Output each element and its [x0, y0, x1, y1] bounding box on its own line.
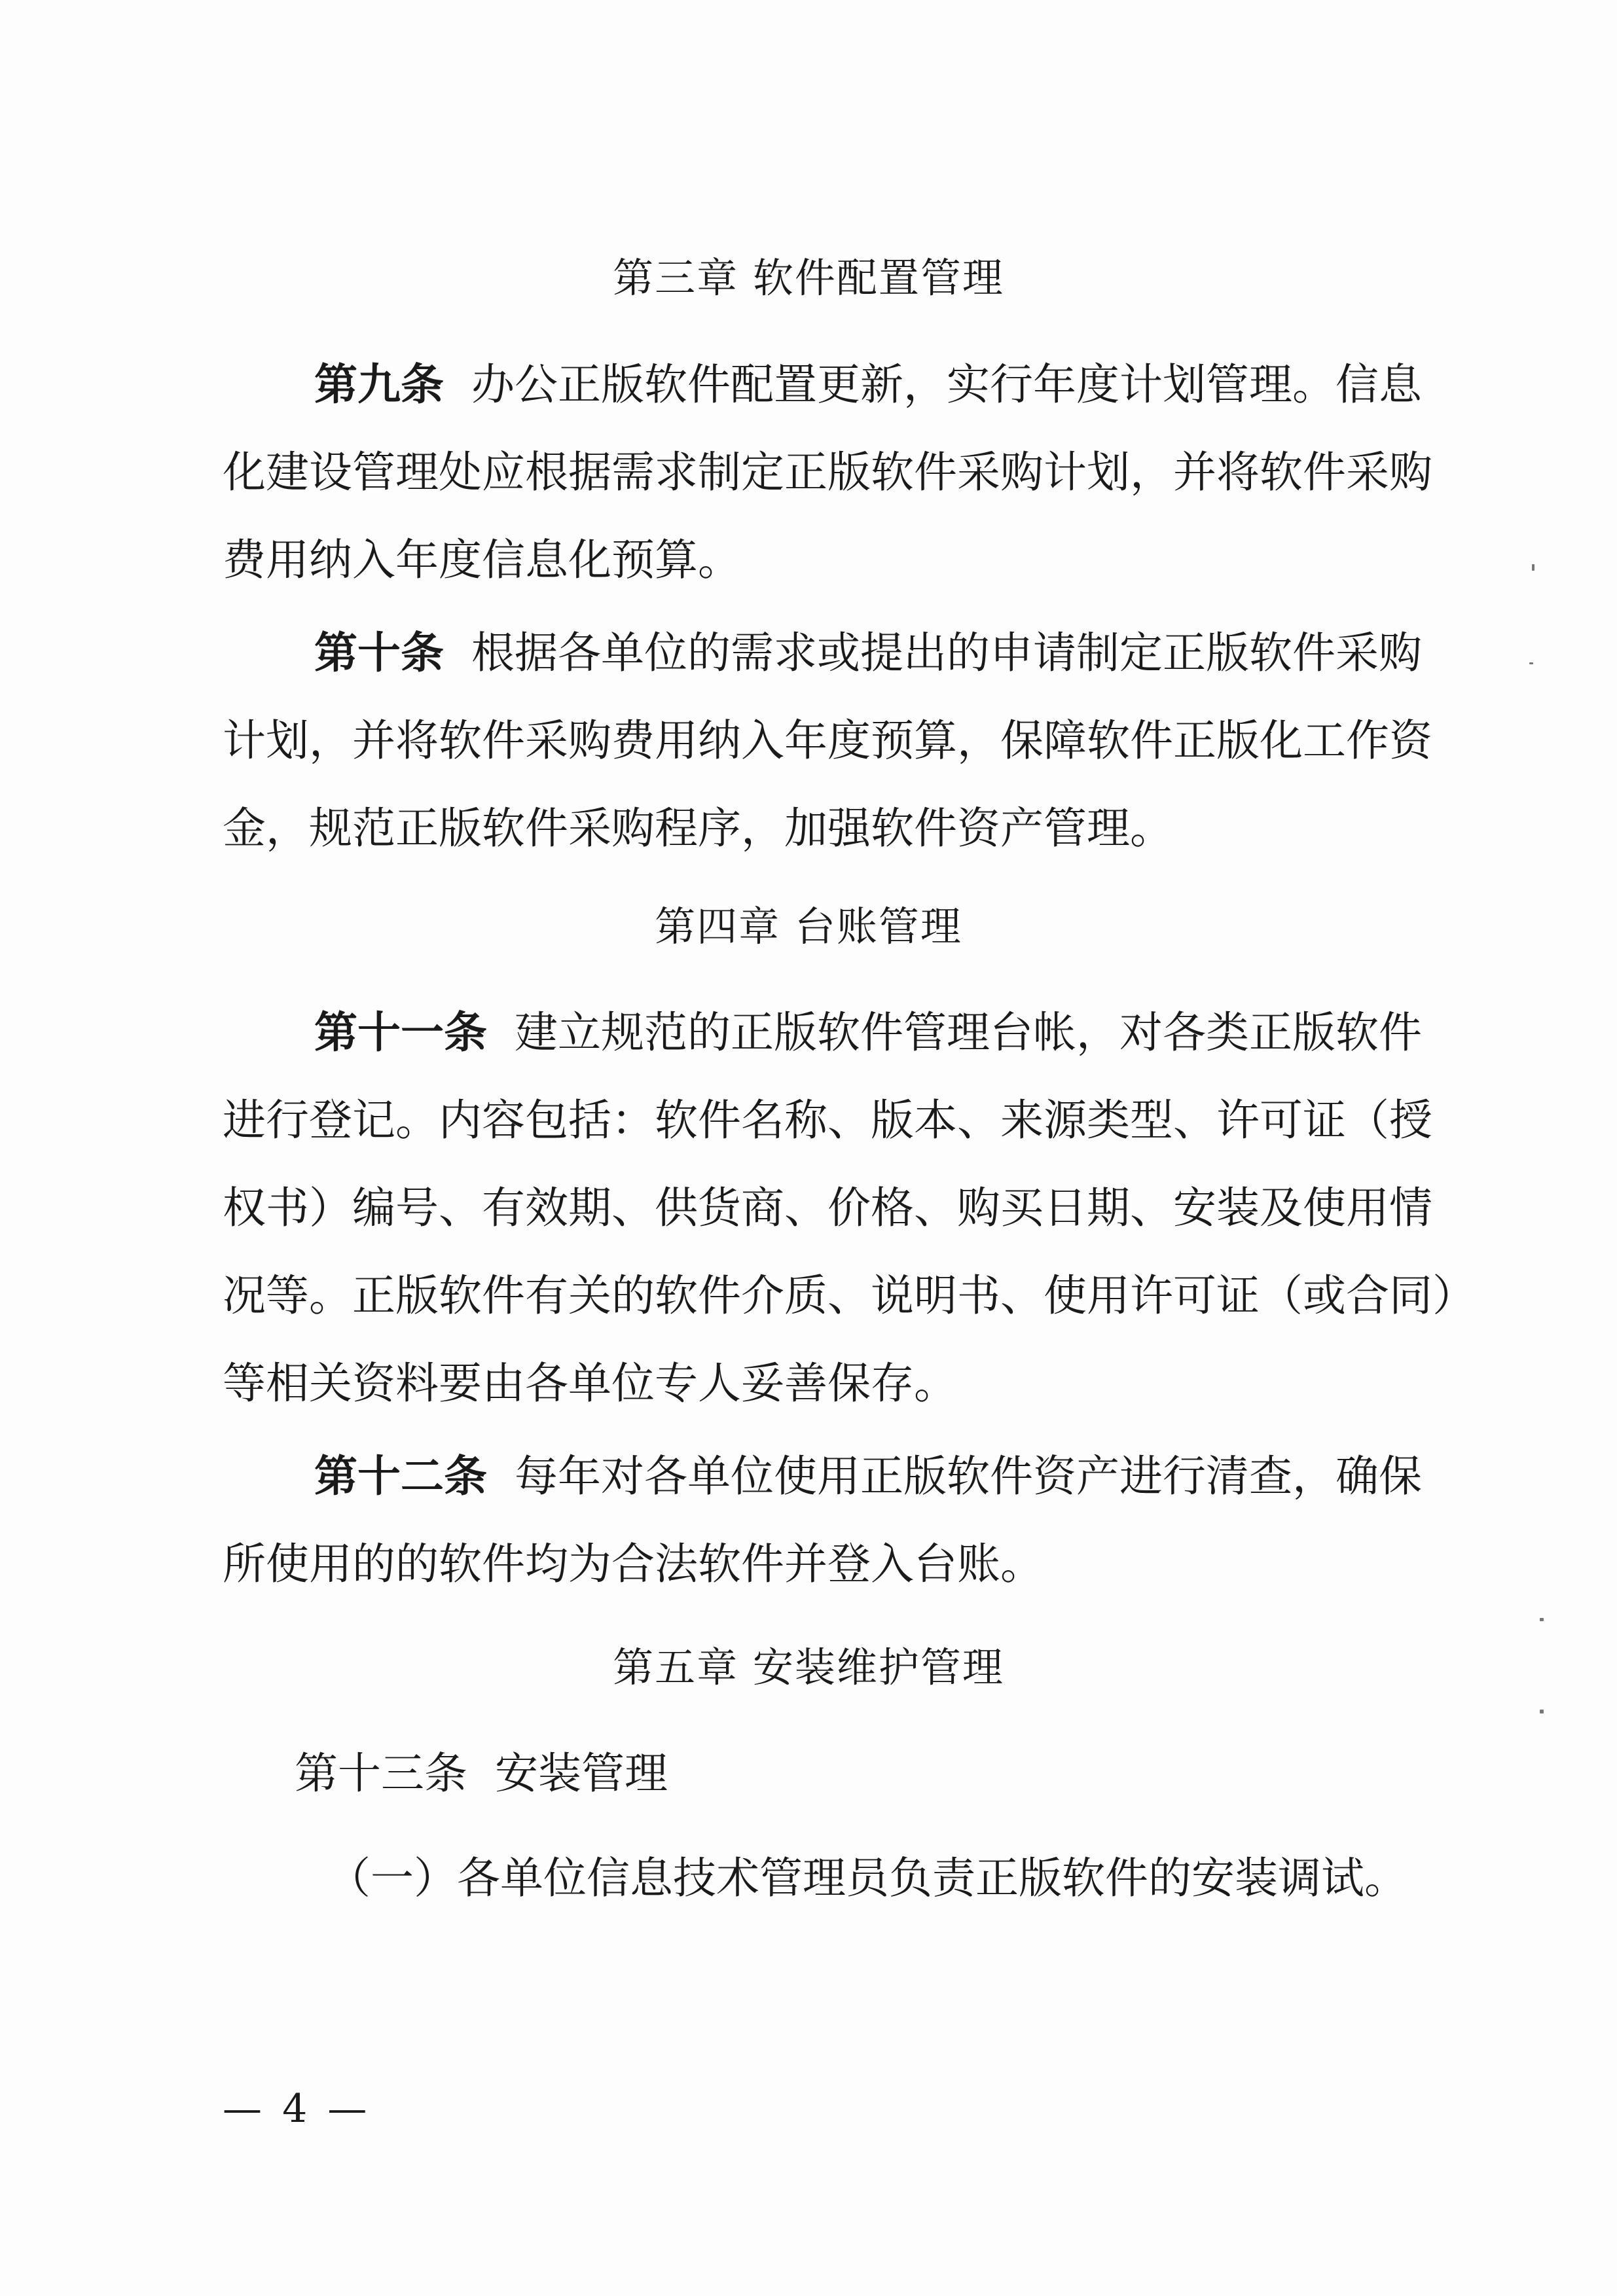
scan-speck	[1540, 1618, 1544, 1621]
chapter-heading: 第五章 安装维护管理	[613, 1643, 1004, 1691]
article-label: 第十一条	[314, 1007, 487, 1058]
article-text: 安装管理	[494, 1748, 668, 1799]
article-paragraph-line	[314, 359, 1421, 411]
scan-speck	[1540, 1710, 1544, 1713]
article-paragraph-line: 化建设管理处应根据需求制定正版软件采购计划，并将软件采购	[223, 447, 1432, 497]
article-label: 第九条	[314, 359, 444, 410]
article-paragraph-line	[314, 1007, 1421, 1059]
article-paragraph-line: 计划，并将软件采购费用纳入年度预算，保障软件正版化工作资	[223, 715, 1432, 766]
chapter-heading: 第四章 台账管理	[655, 903, 962, 950]
article-paragraph-line	[295, 1748, 668, 1800]
article-paragraph-line: 等相关资料要由各单位专人妥善保存。	[223, 1358, 957, 1408]
article-paragraph-line: 所使用的的软件均为合法软件并登入台账。	[223, 1539, 1044, 1589]
page-number: — 4 —	[223, 2086, 371, 2132]
article-text: 根据各单位的需求或提出的申请制定正版软件采购	[471, 628, 1422, 678]
chapter-heading: 第三章 软件配置管理	[613, 254, 1004, 302]
article-paragraph-line	[314, 627, 1421, 679]
article-label: 第十二条	[314, 1451, 487, 1501]
article-text: 每年对各单位使用正版软件资产进行清查，确保	[514, 1451, 1422, 1501]
article-text: 办公正版软件配置更新，实行年度计划管理。信息	[471, 359, 1422, 410]
article-text: 建立规范的正版软件管理台帐，对各类正版软件	[514, 1007, 1422, 1058]
scan-speck	[1529, 662, 1533, 664]
article-paragraph-line: 费用纳入年度信息化预算。	[223, 535, 741, 585]
article-paragraph-line: 金，规范正版软件采购程序，加强软件资产管理。	[223, 803, 1173, 853]
article-label: 第十条	[314, 628, 444, 678]
scan-speck	[1532, 564, 1535, 571]
article-paragraph-line	[314, 1450, 1421, 1503]
article-paragraph-line: 权书）编号、有效期、供货商、价格、购买日期、安装及使用情	[223, 1183, 1432, 1233]
article-paragraph-line: 进行登记。内容包括：软件名称、版本、来源类型、许可证（授	[223, 1095, 1432, 1145]
article-paragraph-line: 况等。正版软件有关的软件介质、说明书、使用许可证（或合同）	[223, 1270, 1476, 1321]
article-label: 第十三条	[295, 1748, 467, 1799]
list-item: （一）各单位信息技术管理员负责正版软件的安装调试。	[327, 1853, 1408, 1903]
